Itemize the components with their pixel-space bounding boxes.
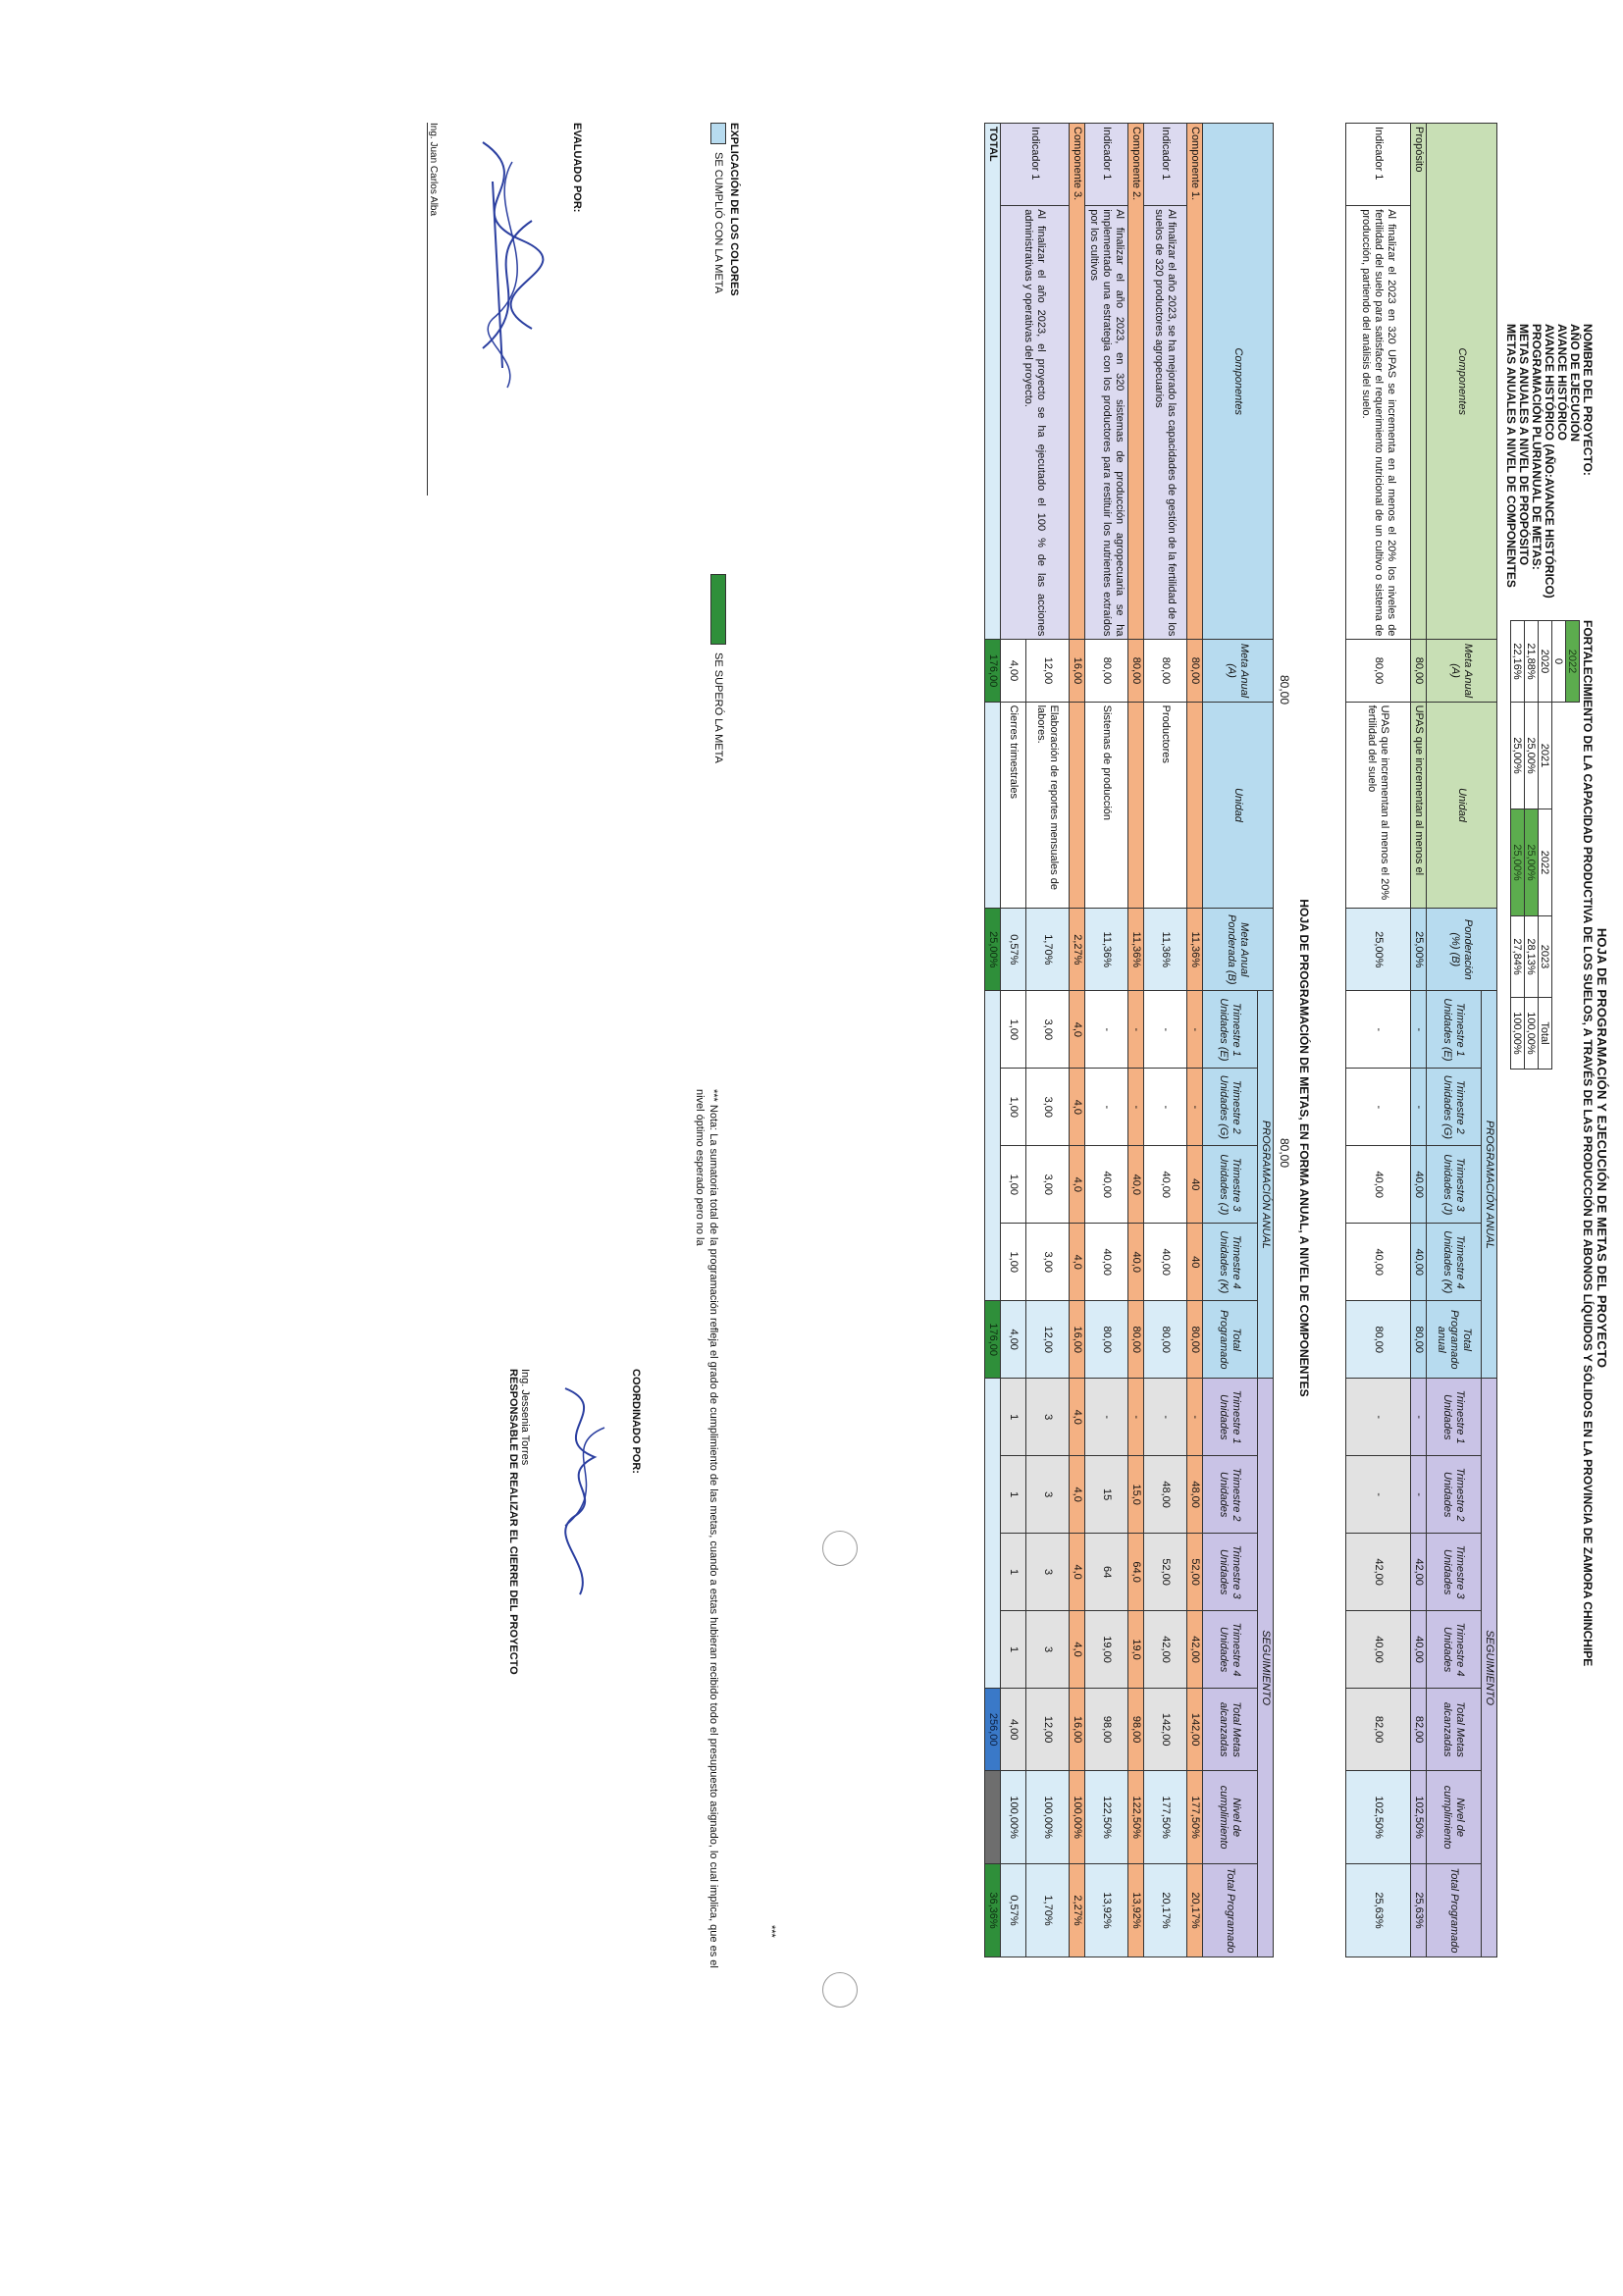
section-prog: PROGRAMACIÓN ANUAL [1482,991,1497,1379]
proposito-pond: 25,00% [1411,909,1427,991]
legend-item1: SE CUMPLIÓ CON LA META [712,152,724,294]
proposito-2022: 25,00% [1511,809,1525,916]
indicator-row [1144,124,1187,1957]
pi-t3: 40,00 [1346,1146,1411,1224]
row-nivel: 100,00% [1026,1771,1070,1864]
year-2023: 2023 [1539,916,1552,998]
row-t3: 1,00 [1001,1146,1026,1224]
c-col-total-prog: Total Programado [1203,1301,1258,1379]
row-unidad: Productores [1144,702,1187,909]
row-s4: 19,0 [1128,1611,1144,1689]
c-col-s3: Trimestre 3 Unidades [1203,1534,1258,1611]
row-s1: - [1085,1379,1128,1456]
year-2020: 2020 [1539,621,1552,703]
col-s4: Trimestre 4 Unidades [1427,1611,1482,1689]
header-labels [1504,324,1594,618]
proposito-indicador-row [1346,124,1411,1957]
row-s3: 64,0 [1128,1534,1144,1611]
row-t4: 1,00 [1001,1224,1026,1301]
row-t3: 40,00 [1085,1146,1128,1224]
section-seg: SEGUIMIENTO [1482,1379,1497,1957]
proposito-2023: 27,84% [1511,916,1525,998]
c-col-t3: Trimestre 3 Unidades (J) [1203,1146,1258,1224]
col-total-prog-final: Total Programado [1427,1864,1482,1957]
col-pond: Ponderación (%) (B) [1427,909,1497,991]
row-s3: 3 [1026,1534,1070,1611]
row-s3: 64 [1085,1534,1128,1611]
row-alc: 12,00 [1026,1689,1070,1771]
row-unidad [1128,702,1144,909]
indicator-desc: Al finalizar el año 2023, se ha mejorado las capacidades de gestión de la fertilidad de los suelos de 320 productores agropecuarios [1144,206,1187,640]
row-pond: 1,70% [1026,909,1070,991]
row-pond: 11,36% [1144,909,1187,991]
proposito-s4: 40,00 [1411,1611,1427,1689]
col-t4: Trimestre 4 Unidades (K) [1427,1224,1482,1301]
row-alc: 4,00 [1001,1689,1026,1771]
row-s2: 4,0 [1070,1456,1085,1534]
year-total: Total [1539,998,1552,1070]
col-s3: Trimestre 3 Unidades [1427,1534,1482,1611]
row-unidad: Sistemas de producción [1085,702,1128,909]
proposito-total: 100,00% [1511,998,1525,1070]
legend-swatch-green [710,574,726,645]
year-table [1510,620,1580,1070]
row-t4: 40,00 [1144,1224,1187,1301]
col-total-alc: Total Metas alcanzadas [1427,1689,1482,1771]
coordinado-label: COORDINADO POR: [630,1369,642,1474]
plurianual-total: 100,00% [1525,998,1539,1070]
componentes-label: METAS ANUALES A NIVEL DE COMPONENTES [1504,324,1518,588]
row-meta: 80,00 [1085,640,1128,702]
row-pond: 2,27% [1070,909,1085,991]
proposito-meta: 80,00 [1411,640,1427,702]
c-col-pond: Meta Anual Ponderada (B) [1203,909,1274,991]
row-s4: 3 [1026,1611,1070,1689]
pi-s2: - [1346,1456,1411,1534]
row-t2: - [1085,1069,1128,1146]
row-t2: 1,00 [1001,1069,1026,1146]
row-total: 80,00 [1085,1301,1128,1379]
row-t2: - [1187,1069,1203,1146]
c-col-nivel: Nivel de cumplimiento [1203,1771,1258,1864]
total-nivel [985,1771,1001,1864]
row-t1: 3,00 [1026,991,1070,1069]
row-t2: - [1144,1069,1187,1146]
pi-meta: 80,00 [1346,640,1411,702]
proposito-2020: 22,16% [1511,621,1525,703]
proposito-table [1345,123,1497,1957]
row-total: 12,00 [1026,1301,1070,1379]
row-t2: 4,0 [1070,1069,1085,1146]
c-col-unidad: Unidad [1203,702,1274,909]
component-label: Componente 2. [1128,124,1144,640]
plurianual-label: PROGRAMACIÓN PLURIANUAL DE METAS: [1530,324,1544,570]
total-prog: 36,36% [985,1864,1001,1957]
row-t3: 40,00 [1144,1146,1187,1224]
total-row [985,124,1001,1957]
row-unidad: Elaboración de reportes mensuales de labores. [1026,702,1070,909]
row-t3: 40 [1187,1146,1203,1224]
row-s3: 1 [1001,1534,1026,1611]
document-title: HOJA DE PROGRAMACIÓN Y EJECUCIÓN DE METAS DEL PROYECTO [1595,927,1609,1369]
year-2022: 2022 [1539,809,1552,916]
row-s1: - [1128,1379,1144,1456]
row-s2: 15,0 [1128,1456,1144,1534]
pi-t4: 40,00 [1346,1224,1411,1301]
proposito-t1: - [1411,991,1427,1069]
c-col-componentes: Componentes [1203,124,1274,640]
proposito-s2: - [1411,1456,1427,1534]
row-nivel: 177,50% [1144,1771,1187,1864]
row-unidad [1070,702,1085,909]
total-alc: 256,00 [985,1689,1001,1771]
evaluado-name: Ing. Juan Carlos Alba [427,123,439,496]
row-meta: 16,00 [1070,640,1085,702]
pi-alc: 82,00 [1346,1689,1411,1771]
proposito-label: Propósito [1411,124,1427,640]
c-col-s2: Trimestre 2 Unidades [1203,1456,1258,1534]
execution-year: 2022 [1566,621,1580,703]
row-prog: 20,17% [1144,1864,1187,1957]
coordinado-name: Ing. Jessenia Torres [519,1369,531,1466]
col-s1: Trimestre 1 Unidades [1427,1379,1482,1456]
footnote: *** Nota: La sumatoria total de la programación refleja el grado de cumplimiento de las metas, cuando a estas hubieran recibido todo el presupuesto asignado, lo cual implica, que es el nivel óptimo esperado pero no la [694,1089,719,1968]
component-row [1187,124,1203,1957]
project-name: FORTALECIMIENTO DE LA CAPACIDAD PRODUCTIVA DE LOS SUELOS, A TRAVÉS DE LAS PRODUCCIÓN DE ABONOS LÍQUIDOS Y SÓLIDOS EN LA PROVINCIA DE ZAMORA CHINCHIPE [1581,620,1595,1667]
row-alc: 142,00 [1187,1689,1203,1771]
total-unidad-blank [985,702,1001,909]
c-section-seg: SEGUIMIENTO [1258,1379,1274,1957]
proposito-alc: 82,00 [1411,1689,1427,1771]
total-asterisk: *** [765,1925,777,1938]
coordinado-signature [536,1369,624,1624]
row-pond: 11,36% [1085,909,1128,991]
col-total-prog: Total Programado anual [1427,1301,1482,1379]
row-s3: 52,00 [1187,1534,1203,1611]
punch-hole-icon [822,1972,858,2008]
row-alc: 142,00 [1144,1689,1187,1771]
row-t1: - [1085,991,1128,1069]
row-pond: 11,36% [1187,909,1203,991]
section-subtitle: HOJA DE PROGRAMACIÓN DE METAS, EN FORMA ANUAL, A NIVEL DE COMPONENTES [1297,899,1311,1397]
row-total: 4,00 [1001,1301,1026,1379]
avance-anio-label: AVANCE HISTÓRICO (AÑO:AVANCE HISTÓRICO) [1543,324,1556,599]
row-s2: 48,00 [1144,1456,1187,1534]
legend-title: EXPLICACIÓN DE LOS COLORES [728,123,740,296]
row-t4: 40,0 [1128,1224,1144,1301]
col-t2: Trimestre 2 Unidades (G) [1427,1069,1482,1146]
header-values [1510,620,1580,1070]
row-s2: 1 [1001,1456,1026,1534]
row-pond: 0,57% [1001,909,1026,991]
evaluado-signature [444,123,561,417]
row-total: 80,00 [1144,1301,1187,1379]
pi-unidad: UPAS que incrementan al menos el 20% fertilidad del suelo [1346,702,1411,909]
row-unidad [1187,702,1203,909]
total-pond: 25,00% [985,909,1001,991]
sub-total-2: 80,00 [1278,1138,1291,1169]
row-prog: 0,57% [1001,1864,1026,1957]
indicator-desc: Al finalizar el año 2023, el proyecto se ha ejecutado el 100 % de las acciones administrativas y operativas del proyecto. [1001,206,1070,640]
row-prog: 20,17% [1187,1864,1203,1957]
evaluado-label: EVALUADO POR: [571,123,583,213]
row-t4: 40,00 [1085,1224,1128,1301]
row-meta: 4,00 [1001,640,1026,702]
row-t2: 3,00 [1026,1069,1070,1146]
row-s4: 19,00 [1085,1611,1128,1689]
row-s1: 3 [1026,1379,1070,1456]
plurianual-2022: 25,00% [1525,809,1539,916]
proposito-t2: - [1411,1069,1427,1146]
row-nivel: 122,50% [1085,1771,1128,1864]
component-row [1070,124,1085,1957]
row-t1: - [1128,991,1144,1069]
proposito-t3: 40,00 [1411,1146,1427,1224]
component-label: Componente 1. [1187,124,1203,640]
avance-label: AVANCE HISTÓRICO [1555,324,1569,441]
row-t3: 40,0 [1128,1146,1144,1224]
row-pond: 11,36% [1128,909,1144,991]
total-meta: 176,00 [985,640,1001,702]
col-componentes: Componentes [1427,124,1497,640]
row-s4: 42,00 [1144,1611,1187,1689]
indicator-label: Indicador 1 [1085,124,1128,206]
row-t4: 4,0 [1070,1224,1085,1301]
row-alc: 98,00 [1128,1689,1144,1771]
legend-swatch-blue [710,123,726,144]
row-nivel: 122,50% [1128,1771,1144,1864]
legend-item2: SE SUPERÓ LA META [712,652,724,763]
row-s2: 3 [1026,1456,1070,1534]
col-nivel: Nivel de cumplimiento [1427,1771,1482,1864]
proposito-label: METAS ANUALES A NIVEL DE PROPÓSITO [1517,324,1531,566]
plurianual-2021: 25,00% [1525,703,1539,809]
proposito-total: 80,00 [1411,1301,1427,1379]
indicator-label: Indicador 1 [1001,124,1070,206]
row-s1: 4,0 [1070,1379,1085,1456]
proposito-prog: 25,63% [1411,1864,1427,1957]
indicator-label: Indicador 1 [1144,124,1187,206]
indicator-row [1085,124,1128,1957]
total-label: TOTAL [985,124,1001,640]
punch-hole-icon [822,1531,858,1566]
pi-t2: - [1346,1069,1411,1146]
indicator-row [1026,124,1070,1957]
col-meta: Meta Anual (A) [1427,640,1497,702]
componentes-body [1001,124,1203,1957]
row-prog: 1,70% [1026,1864,1070,1957]
proposito-unidad: UPAS que incrementan al menos el [1411,702,1427,909]
row-s4: 1 [1001,1611,1026,1689]
row-meta: 80,00 [1128,640,1144,702]
c-col-s1: Trimestre 1 Unidades [1203,1379,1258,1456]
coordinado-role: RESPONSABLE DE REALIZAR EL CIERRE DEL PROYECTO [507,1369,519,1675]
c-col-s4: Trimestre 4 Unidades [1203,1611,1258,1689]
sub-total: 80,00 [1278,675,1291,705]
row-total: 16,00 [1070,1301,1085,1379]
proposito-nivel: 102,50% [1411,1771,1427,1864]
componentes-table-wrap [984,123,1274,1957]
proposito-table-wrap [1345,123,1497,1957]
row-s4: 4,0 [1070,1611,1085,1689]
total-quarters-blank [985,991,1001,1301]
year-label: AÑO DE EJECUCIÓN [1568,324,1582,443]
c-col-meta: Meta Anual (A) [1203,640,1274,702]
pi-s4: 40,00 [1346,1611,1411,1689]
row-t4: 3,00 [1026,1224,1070,1301]
pi-desc: Al finalizar el 2023 en 320 UPAS se incrementa en al menos el 20% los niveles de fertilidad del suelo para satisfacer el requerimiento nutricional de un cultivo o sistema de producción, partiendo del análisis del suelo. [1346,206,1411,640]
pi-t1: - [1346,991,1411,1069]
col-t1: Trimestre 1 Unidades (E) [1427,991,1482,1069]
row-s3: 52,00 [1144,1534,1187,1611]
row-t3: 4,0 [1070,1146,1085,1224]
proposito-t4: 40,00 [1411,1224,1427,1301]
project-label: NOMBRE DEL PROYECTO: [1581,324,1595,476]
row-alc: 98,00 [1085,1689,1128,1771]
component-label: Componente 3. [1070,124,1085,640]
row-t1: - [1187,991,1203,1069]
row-t4: 40 [1187,1224,1203,1301]
c-col-total-prog-final: Total Programado [1203,1864,1258,1957]
evaluado-block [427,123,583,515]
year-2021: 2021 [1539,703,1552,809]
pi-nivel: 102,50% [1346,1771,1411,1864]
row-s1: - [1187,1379,1203,1456]
pi-label: Indicador 1 [1346,124,1411,206]
proposito-s3: 42,00 [1411,1534,1427,1611]
plurianual-2020: 21,88% [1525,621,1539,703]
proposito-2021: 25,00% [1511,703,1525,809]
c-col-t2: Trimestre 2 Unidades (G) [1203,1069,1258,1146]
row-total: 80,00 [1187,1301,1203,1379]
c-col-total-alc: Total Metas alcanzadas [1203,1689,1258,1771]
col-t3: Trimestre 3 Unidades (J) [1427,1146,1482,1224]
plurianual-2023: 28,13% [1525,916,1539,998]
row-prog: 13,92% [1085,1864,1128,1957]
row-t3: 3,00 [1026,1146,1070,1224]
row-t2: - [1128,1069,1144,1146]
componentes-table [984,123,1274,1957]
row-meta: 80,00 [1144,640,1187,702]
row-t1: 1,00 [1001,991,1026,1069]
row-nivel: 100,00% [1070,1771,1085,1864]
row-meta: 80,00 [1187,640,1203,702]
c-col-t4: Trimestre 4 Unidades (K) [1203,1224,1258,1301]
row-nivel: 100,00% [1001,1771,1026,1864]
row-alc: 16,00 [1070,1689,1085,1771]
row-s2: 15 [1085,1456,1128,1534]
pi-total: 80,00 [1346,1301,1411,1379]
row-t1: - [1144,991,1187,1069]
row-total: 80,00 [1128,1301,1144,1379]
row-meta: 12,00 [1026,640,1070,702]
proposito-s1: - [1411,1379,1427,1456]
proposito-row [1411,124,1427,1957]
row-s1: 1 [1001,1379,1026,1456]
row-unidad: Cierres trimestrales [1001,702,1026,909]
row-nivel: 177,50% [1187,1771,1203,1864]
total-seg-blank [985,1379,1001,1689]
indicator-desc: Al finalizar el año 2023, en 320 sistemas de producción agropecuaria se ha implementado una estrategia con los productores para restituir los nutrientes extraídos por los cultivos [1085,206,1128,640]
row-s3: 4,0 [1070,1534,1085,1611]
pi-s3: 42,00 [1346,1534,1411,1611]
col-unidad: Unidad [1427,702,1497,909]
col-s2: Trimestre 2 Unidades [1427,1456,1482,1534]
c-section-prog: PROGRAMACIÓN ANUAL [1258,991,1274,1379]
row-prog: 13,92% [1128,1864,1144,1957]
row-s4: 42,00 [1187,1611,1203,1689]
legend [710,123,740,763]
row-s1: - [1144,1379,1187,1456]
pi-s1: - [1346,1379,1411,1456]
coordinado-block [507,1369,642,1859]
row-prog: 2,27% [1070,1864,1085,1957]
c-col-t1: Trimestre 1 Unidades (E) [1203,991,1258,1069]
total-total: 176,00 [985,1301,1001,1379]
component-row [1128,124,1144,1957]
row-t1: 4,0 [1070,991,1085,1069]
avance-value: 0 [1552,621,1566,703]
row-s2: 48,00 [1187,1456,1203,1534]
pi-prog: 25,63% [1346,1864,1411,1957]
pi-pond: 25,00% [1346,909,1411,991]
